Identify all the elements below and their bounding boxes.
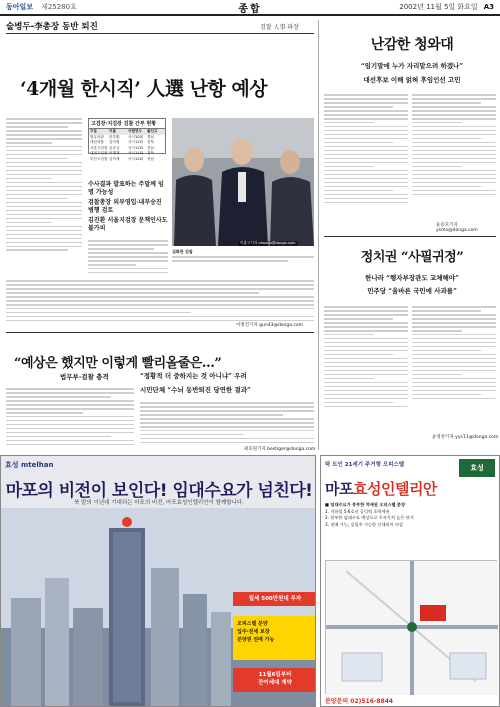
side-story1-email: 윤승모기자 ysmo@donga.com [436,223,478,233]
table-row [89,157,165,163]
table-cell: 대검차장 [90,140,104,145]
table-cell: 한부환 [109,134,120,139]
table-cell: 김학재 [109,156,120,161]
main-body-col2 [88,240,168,280]
main-story-kicker: 술병두-李총장 동반 퇴진 [6,22,98,32]
main-headline: ‘4개월 한시직’ 人選 난항 예상 [20,78,268,100]
ad-left-sign2 [233,616,316,660]
ad-left-sign2-line: 입주·전세 보장 [237,629,270,635]
column-divider [318,20,319,450]
side-story2-col2 [412,306,496,430]
table-cell: 김각영 [109,140,120,145]
ad-right-top: 탁 트인 21세기 주거형 오피스텔 [325,462,405,468]
side-story1-subhead: “임기말에 누가 자리맡으려 하겠나” [360,62,464,70]
main-subhead-1: 수사결과 발표하는 주말께 임명 가능성 [88,181,164,197]
second-subhead-2: 시민단체 “수뇌 동반퇴진 당연한 결과” [140,386,251,394]
main-story-email: 이명건기자 gun43@donga.com [236,323,304,328]
table-cell: 사시10회 [128,134,143,139]
table-cell: 경북 [147,151,154,156]
ad-left-sign2-line: 분양권 전매 가능 [237,637,275,643]
ad-right-logo: 효성 [459,459,495,477]
second-body-col1 [6,388,134,448]
ad-right-headline-prefix: 마포 [325,480,353,498]
ad-right-headline [325,478,437,499]
table-header-cell: 출신고 [147,129,158,133]
table-header-cell: 사법연수 [128,129,142,133]
main-subhead-3: 김진환 서울지검장 문책인사도 불가피 [88,217,168,233]
prosecutor-table [88,118,166,161]
main-story-byline-head: 검찰 人事 파장 [260,24,299,31]
second-headline: “예상은 했지만 이렇게 빨리올줄은…” [14,356,222,371]
table-title: 고검장·지검장 검찰 간부 현황 [89,119,165,129]
table-cell: 김승규 [109,145,120,150]
table-cell: 부산고검장 [90,156,108,161]
side-story2-rule [324,236,496,237]
table-cell: 경남 [147,134,154,139]
table-cell: 전남 [147,156,154,161]
ad-right-bullets [325,502,497,529]
ad-left-slogan: 마포의 비전이 보인다! 임대수요가 넘친다! [5,481,313,501]
ad-right-bullet: 3. 전매 가능, 실입주 가능한 인테리어 마감 [325,522,404,528]
ad-left-sign1: 월세 500만원대 투자 [233,592,316,606]
side-story1-col1 [324,94,408,222]
main-photo [172,118,314,246]
issue-date: 2002년 11월 5일 화요일 [399,3,478,11]
ad-hyosung-right [320,455,500,707]
table-cell: 전남 [147,145,154,150]
second-story-email: 최호원기자 bestiger@donga.com [244,447,316,452]
ad-left-sign3 [233,668,316,692]
ad-left-sign2-line: 오피스텔 분양 [237,621,268,627]
table-cell: 서울고검장 [90,145,108,150]
section-name: 종합 [238,3,262,15]
page-number: A3 [483,3,494,11]
table-cell: 사시12회 [128,156,143,161]
table-cell: 대전고검장 [90,151,108,156]
paper-name: 동아일보 [6,3,34,11]
main-body-lower [6,280,314,326]
ad-right-bullet: 1. 지하철 5·6호선 공덕역 초역세권 [325,508,390,514]
main-subhead-2: 검찰총장 외부영입·내부승진 병행 검토 [88,199,162,215]
second-body-col2 [140,402,314,448]
table-cell: 전북 [147,140,154,145]
ad-right-map [325,560,497,694]
second-subhead-1: “정황적 더 중하지는 것 아니냐” 우려 [140,372,247,380]
main-photo-image [172,118,314,246]
side-story2-title: 정치권 “사필귀정” [360,250,464,265]
second-kicker: 법무부·검찰 충격 [60,373,109,381]
ad-right-map-drawing [326,561,498,695]
ad-left-sign3-line: 11월6일부터 [258,672,292,678]
ad-right-bullet: 2. 풍부한 임대수요 예상으로 투자가치 높은 단지 [325,515,414,521]
table-cell: 사시12회 [128,145,143,150]
side-story2-subhead2: 민주당 “올바른 국민에 사과를” [367,287,457,295]
ad-left-sign3-line: 잔여세대 계약 [258,680,292,687]
table-cell: 법무차관 [90,134,104,139]
table-header-cell: 이름 [109,129,116,133]
table-header-cell: 구분 [90,129,97,133]
ad-right-phone: 분양문의 02)516-8844 [325,698,394,705]
masthead [0,0,500,16]
main-body-col1 [6,118,82,274]
side-story1-subhead2: 대선후보 이해 얽혀 후임인선 고민 [363,76,461,84]
ad-right-headline-brand: 효성인텔리안 [352,480,437,498]
side-story1-col2 [412,94,496,222]
photo-caption-body [172,256,314,266]
side-story2-email: 윤영찬기자 yyc11@donga.com [432,435,499,440]
side-story1-title: 난감한 청와대 [370,37,454,53]
photo-caption: 심화한 검찰 [172,249,193,254]
ad-right-bullet: ■ 임대수요가 풍부한 역세권 오피스텔 분양 [325,502,406,507]
table-cell: 이명재 [109,151,120,156]
photo-credit: 이훈구기자 ohoono@donga.com [240,241,296,245]
table-cell: 사시12회 [128,140,143,145]
ad-left-brand: 효성 mtelhan [5,461,54,469]
ad-left-sub: 북 맡의 이년대 기대되는 마포의 비전, 마포효성인텔리안이 함께합니다. [74,500,244,506]
side-story2-col1 [324,306,408,430]
ad-hyosung-left [0,455,316,707]
issue-number: 제25280호 [41,3,77,11]
second-story-rule [6,332,314,333]
main-story-rule [6,33,314,34]
table-cell: 사시11회 [128,151,143,156]
side-story2-subhead: 한나라 “행자부장관도 교체해야” [365,274,459,282]
